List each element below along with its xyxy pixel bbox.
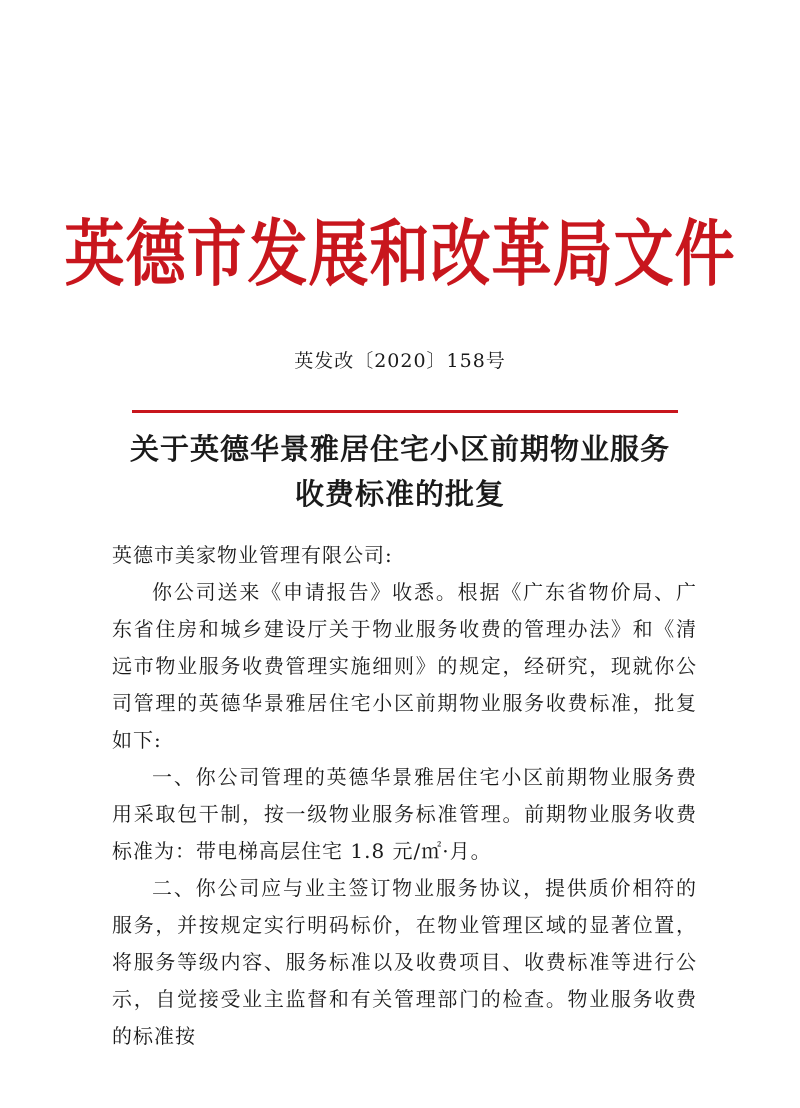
document-title-line-2: 收费标准的批复 (294, 477, 505, 511)
document-number: 英发改〔2020〕158号 (294, 350, 506, 372)
red-divider-line (132, 410, 678, 413)
paragraph-item-two: 二、你公司应与业主签订物业服务协议，提供质价相符的服务，并按规定实行明码标价，在物业管理区域的显著位置，将服务等级内容、服务标准以及收费项目、收费标准等进行公示，自觉接受业主监督和有关管理部门的检查。物业服务收费的标准按 (112, 876, 697, 1048)
document-body (112, 574, 697, 1055)
document-title (0, 427, 800, 517)
paragraph-item-one: 一、你公司管理的英德华景雅居住宅小区前期物业服务费用采取包干制，按一级物业服务标准管理。前期物业服务收费标准为：带电梯高层住宅 1.8 元/㎡·月。 (112, 765, 697, 863)
paragraph-receipt: 你公司送来《申请报告》收悉。根据《广东省物价局、广东省住房和城乡建设厅关于物业服务收费的管理办法》和《清远市物业服务收费管理实施细则》的规定，经研究，现就你公司管理的英德华景雅居住宅小区前期物业服务收费标准，批复如下: (112, 580, 697, 752)
issuing-authority-header: 英德市发展和改革局文件 (64, 213, 736, 298)
document-title-line-1: 关于英德华景雅居住宅小区前期物业服务 (129, 432, 670, 466)
addressee: 英德市美家物业管理有限公司: (112, 543, 393, 567)
